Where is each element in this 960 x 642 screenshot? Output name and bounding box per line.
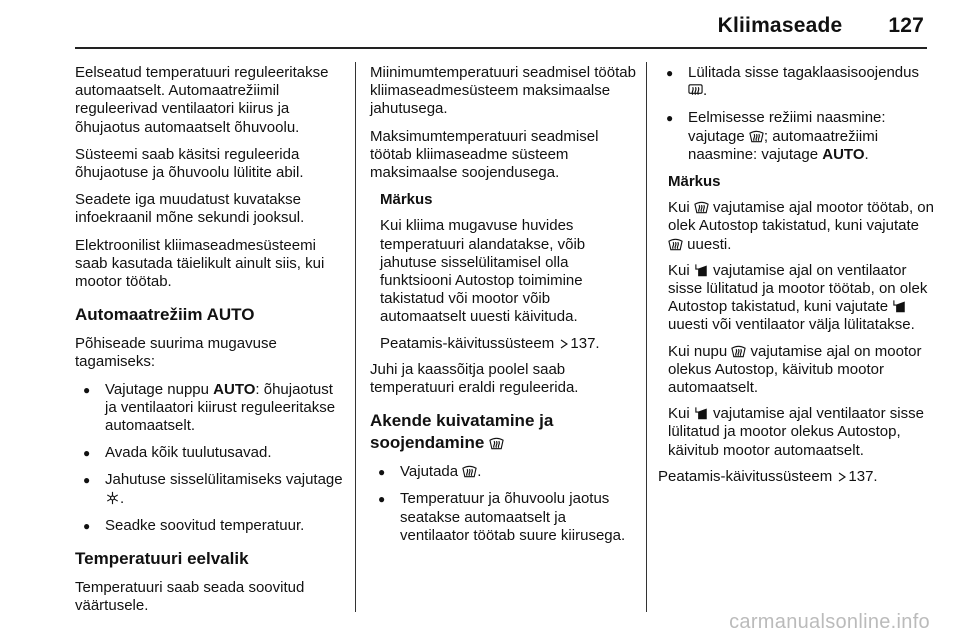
- list-item: ● Jahutuse sisselülitamiseks vajutage .: [75, 471, 347, 507]
- paragraph: Juhi ja kaassõitja poolel saab temperatuuri eraldi reguleerida.: [370, 360, 579, 397]
- list-item: ● Temperatuur ja õhuvoolu jaotus seatakse automaatselt ja ventilaator töötab suure kiirusega.: [370, 490, 638, 545]
- page-number: 127: [888, 14, 924, 37]
- list-item: ● Vajutage nuppu AUTO: õhujaotust ja ventilaatori kiirust reguleeritakse automaatselt.: [75, 381, 347, 436]
- column-divider-1: [355, 62, 356, 612]
- fan-icon: [892, 299, 907, 313]
- paragraph: Põhiseade suurima mugavuse tagamiseks:: [75, 335, 277, 371]
- fan-icon: [694, 263, 709, 277]
- list-item: ● Avada kõik tuulutusavad.: [75, 444, 347, 462]
- paragraph: Eelseatud temperatuuri reguleeritakse automaatselt. Automaatrežiimil reguleerivad ventilaatori kiirus ja õhujaotus automaatselt õhuvoolu.: [75, 64, 329, 136]
- column-divider-2: [646, 62, 647, 612]
- windshield-defrost-icon: [749, 129, 764, 143]
- column-1: [75, 64, 347, 624]
- column-3: [658, 64, 936, 495]
- note-box: [658, 173, 936, 460]
- note-reference: Peatamis-käivitussüsteem 137.: [380, 334, 600, 352]
- column-2: [370, 64, 638, 554]
- note-text: Kui vajutamise ajal ventilaator sisse lülitatud ja mootor olekus Autostop, käivitub mootor automaatselt.: [668, 405, 924, 459]
- list-item: ● Seadke soovitud temperatuur.: [75, 517, 347, 535]
- auto-key-label: AUTO: [822, 145, 865, 163]
- list-item: ● Vajutada .: [370, 463, 638, 481]
- paragraph: Elektroonilist kliimaseadmesüsteemi saab kasutada täielikult ainult siis, kui mootor töötab.: [75, 236, 325, 291]
- paragraph: Temperatuuri saab seada soovitud väärtusele.: [75, 579, 305, 615]
- windshield-defrost-icon: [731, 344, 746, 358]
- chapter-title: Kliimaseade: [717, 14, 843, 37]
- windshield-defrost-icon: [489, 436, 504, 450]
- paragraph: Seadete iga muudatust kuvatakse infoekraanil mõne sekundi jooksul.: [75, 191, 305, 227]
- windshield-defrost-icon: [462, 464, 477, 478]
- auto-key-label: AUTO: [213, 380, 256, 398]
- paragraph: Maksimumtemperatuuri seadmisel töötab kliimaseadme süsteem maksimaalse soojendusega.: [370, 127, 599, 182]
- section-heading-demist: Akende kuivatamine ja soojendamine: [370, 411, 554, 453]
- note-text: Kui nupu vajutamise ajal on mootor olekus Autostop, käivitub mootor automaatselt.: [668, 342, 922, 397]
- note-text: Kui vajutamise ajal mootor töötab, on olek Autostop takistatud, kuni vajutate uuesti.: [668, 199, 934, 253]
- note-text: Kui kliima mugavuse huvides temperatuuri alandatakse, võib jahutuse sisselülitamisel olla funktsiooni Autostop toimimine takistatud või mootor võib automaatselt uuesti käivituda.: [380, 217, 586, 326]
- bullet-list: [75, 381, 347, 535]
- note-box: [370, 191, 638, 353]
- section-heading-auto: Automaatrežiim AUTO: [75, 305, 255, 325]
- page-header: [718, 14, 924, 38]
- page-reference-arrow-icon: [560, 339, 568, 349]
- section-heading-preset: Temperatuuri eelvalik: [75, 549, 249, 569]
- header-rule: [75, 47, 927, 49]
- paragraph-reference: Peatamis-käivitussüsteem 137.: [658, 467, 878, 485]
- note-title: Märkus: [380, 191, 433, 209]
- watermark: carmanualsonline.info: [729, 611, 930, 633]
- windshield-defrost-icon: [694, 200, 709, 214]
- paragraph: Miinimumtemperatuuri seadmisel töötab kliimaseadmesüsteem maksimaalse jahutusega.: [370, 64, 636, 118]
- page-reference-arrow-icon: [838, 472, 846, 482]
- bullet-list: [370, 463, 638, 545]
- list-item: ● Eelmisesse režiimi naasmine: vajutage ; automaatrežiimi naasmine: vajutage AUTO.: [658, 109, 936, 164]
- paragraph: Süsteemi saab käsitsi reguleerida õhujaotuse ja õhuvoolu lülitite abil.: [75, 145, 304, 182]
- bullet-list: [658, 64, 936, 164]
- windshield-defrost-icon: [668, 237, 683, 251]
- fan-icon: [694, 406, 709, 420]
- rear-window-heater-icon: [688, 83, 703, 97]
- snowflake-icon: [105, 491, 120, 505]
- list-item: ● Lülitada sisse tagaklaasisoojendus .: [658, 64, 936, 100]
- note-text: Kui vajutamise ajal on ventilaator sisse lülitatud ja mootor töötab, on olek Autostop takistatud, kuni vajutate uuesti või ventilaator välja lülitatakse.: [668, 261, 928, 334]
- note-title: Märkus: [668, 173, 721, 191]
